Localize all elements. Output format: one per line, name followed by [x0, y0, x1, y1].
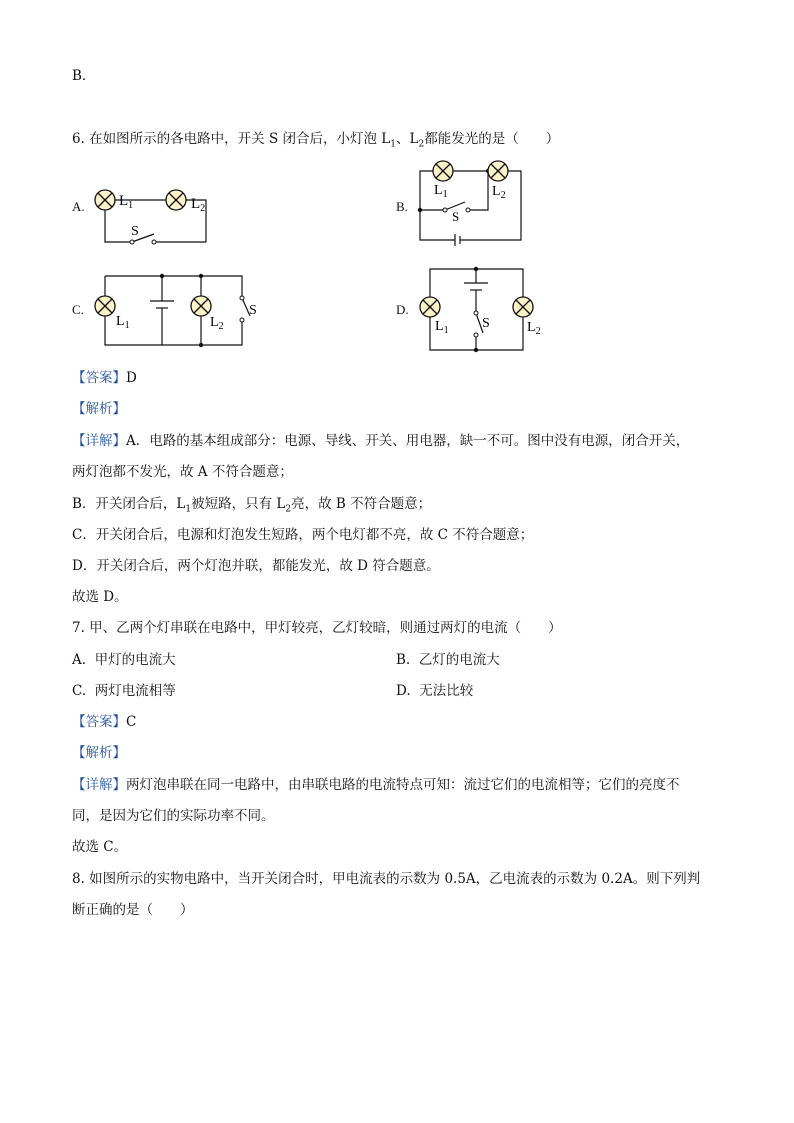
- q8-stem-line1: 8. 如图所示的实物电路中，当开关闭合时，甲电流表的示数为 0.5A，乙电流表的示数为 0.2A。则下列判: [72, 871, 701, 887]
- label-l2: $L_2$: [492, 184, 506, 201]
- q6-stem-sub1: 1: [390, 139, 396, 150]
- q7-option-a-text: 甲灯的电流大: [94, 652, 176, 668]
- q8-stem-line2: 断正确的是（ ）: [72, 902, 194, 918]
- circuit-diagram-d: [420, 263, 555, 355]
- q7-option-c-label: C.: [72, 683, 87, 699]
- q7-option-c: [72, 681, 176, 701]
- q6-analysis-tag: 【解析】: [72, 401, 126, 417]
- label-l1: $L_1$: [119, 193, 134, 211]
- circuit-diagram-a: [88, 180, 228, 250]
- q7-option-c-text: 两灯电流相等: [94, 683, 176, 699]
- q7-option-d-text: 无法比较: [419, 683, 474, 699]
- q7-option-a-label: A.: [72, 652, 87, 668]
- detail-a-text: A．电路的基本组成部分：电源、导线、开关、用电器，缺一不可。图中没有电源，闭合开关，: [126, 433, 690, 449]
- q7-option-a: [72, 650, 176, 670]
- q7-option-b-label: B.: [396, 652, 411, 668]
- answer-value: D: [126, 370, 137, 386]
- q6-option-d-label: D.: [396, 302, 409, 317]
- q7-stem: 7. 甲、乙两个灯串联在电路中，甲灯较亮，乙灯较暗，则通过两灯的电流（ ）: [72, 620, 562, 636]
- q7-option-b-text: 乙灯的电流大: [418, 652, 500, 668]
- label-s: S: [249, 303, 257, 318]
- q6-option-a-label: A.: [72, 199, 85, 214]
- q6-detail-d: D．开关闭合后，两个灯泡并联，都能发光，故 D 符合题意。: [72, 558, 440, 574]
- circuit-diagram-b: [410, 155, 530, 250]
- detail-b-post: 亮，故 B 不符合题意；: [291, 496, 432, 512]
- q5-option-b-tail: B．: [72, 68, 96, 84]
- label-l2: $L_2$: [210, 315, 224, 332]
- label-s: S: [452, 209, 460, 224]
- q7-conclusion: 故选 C。: [72, 839, 128, 855]
- lamp-l2-icon: [513, 297, 533, 317]
- label-s: S: [482, 316, 490, 331]
- q7-option-d-label: D.: [396, 683, 411, 699]
- q6-stem-pre: 6. 在如图所示的各电路中，开关 S 闭合后，小灯泡 L: [72, 131, 391, 147]
- detail-tag: 【详解】: [72, 433, 126, 449]
- label-l1: $L_1$: [116, 314, 130, 331]
- detail-b-sub1: 1: [185, 504, 192, 515]
- q7-detail-line1: [72, 775, 680, 795]
- label-s: S: [131, 224, 139, 239]
- lamp-l1-icon: [420, 297, 440, 317]
- q6-detail-b: [72, 494, 431, 520]
- q6-stem-mid: 、L: [396, 131, 419, 147]
- circuit-diagram-c: [88, 268, 257, 350]
- lamp-l2-icon: [191, 296, 211, 316]
- q7-option-d: [396, 681, 473, 701]
- q7-answer: [72, 712, 136, 732]
- q7-analysis-tag: 【解析】: [72, 745, 126, 761]
- detail-b-mid: 被短路，只有 L: [191, 496, 286, 512]
- lamp-l2-icon: [488, 161, 508, 181]
- q6-stem-post: 都能发光的是（ ）: [424, 131, 560, 147]
- q6-detail-a-line1: [72, 431, 689, 451]
- q6-stem-sub2: 2: [418, 139, 425, 150]
- label-l2: $L_2$: [191, 196, 206, 214]
- detail-b-pre: B．开关闭合后，L: [72, 496, 186, 512]
- answer-value: C: [126, 714, 137, 730]
- lamp-l1-icon: [95, 190, 115, 210]
- detail-text: 两灯泡串联在同一电路中，由串联电路的电流特点可知：流过它们的电流相等；它们的亮度不: [126, 777, 680, 793]
- lamp-l1-icon: [95, 296, 115, 316]
- q6-conclusion: 故选 D。: [72, 589, 128, 605]
- lamp-l1-icon: [433, 161, 453, 181]
- detail-tag: 【详解】: [72, 777, 126, 793]
- q6-answer: [72, 368, 137, 388]
- label-l1: $L_1$: [434, 183, 448, 200]
- q6-stem: [72, 129, 559, 155]
- q7-option-b: [396, 650, 500, 670]
- label-l1: $L_1$: [435, 319, 449, 336]
- answer-tag: 【答案】: [72, 370, 126, 386]
- label-l2: $L_2$: [527, 320, 541, 337]
- q7-detail-line2: 同，是因为它们的实际功率不同。: [72, 808, 275, 824]
- detail-b-sub2: 2: [285, 504, 292, 515]
- q6-option-b-label: B.: [396, 199, 408, 214]
- q6-detail-c: C．开关闭合后，电源和灯泡发生短路，两个电灯都不亮，故 C 不符合题意；: [72, 527, 534, 543]
- q6-detail-a-line2: 两灯泡都不发光，故 A 不符合题意；: [72, 464, 293, 480]
- lamp-l2-icon: [166, 190, 186, 210]
- answer-tag: 【答案】: [72, 714, 126, 730]
- q6-option-c-label: C.: [72, 302, 84, 317]
